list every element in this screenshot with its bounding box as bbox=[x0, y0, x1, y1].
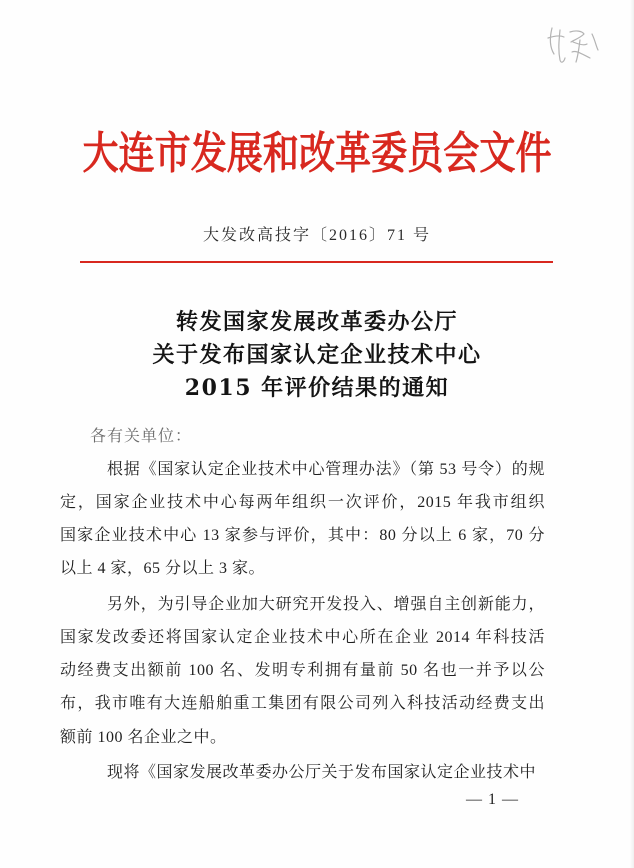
notice-title-line-2: 关于发布国家认定企业技术中心 bbox=[152, 342, 482, 368]
body-line: 额前 100 名企业之中。 bbox=[60, 729, 227, 746]
page-number: — 1 — bbox=[466, 791, 519, 808]
body-line: 动经费支出额前 100 名、发明专利拥有量前 50 名也一并予以公 bbox=[60, 662, 545, 679]
header-red-rule bbox=[80, 261, 553, 263]
body-line: 国家发改委还将国家认定企业技术中心所在企业 2014 年科技活 bbox=[60, 629, 545, 646]
body-line: 布，我市唯有大连船舶重工集团有限公司列入科技活动经费支出 bbox=[60, 695, 545, 712]
body-line: 以上 4 家，65 分以上 3 家。 bbox=[60, 560, 266, 577]
body-line: 国家企业技术中心 13 家参与评价，其中：80 分以上 6 家，70 分 bbox=[60, 527, 545, 544]
body-line: 定，国家企业技术中心每两年组织一次评价，2015 年我市组织 bbox=[60, 494, 545, 511]
notice-title-line-1: 转发国家发展改革委办公厅 bbox=[175, 309, 458, 335]
document-number: 大发改高技字〔2016〕71 号 bbox=[202, 227, 431, 244]
salutation: 各有关单位： bbox=[90, 428, 193, 445]
notice-title-line-3: 2015 年评价结果的通知 bbox=[184, 375, 450, 401]
document-header-title: 大连市发展和改革委员会文件 bbox=[82, 128, 552, 179]
body-line: 另外，为引导企业加大研究开发投入、增强自主创新能力， bbox=[107, 596, 545, 613]
body-line: 根据《国家认定企业技术中心管理办法》（第 53 号令）的规 bbox=[107, 461, 545, 478]
body-line: 现将《国家发展改革委办公厅关于发布国家认定企业技术中 bbox=[107, 764, 537, 781]
handwritten-mark bbox=[540, 20, 610, 70]
